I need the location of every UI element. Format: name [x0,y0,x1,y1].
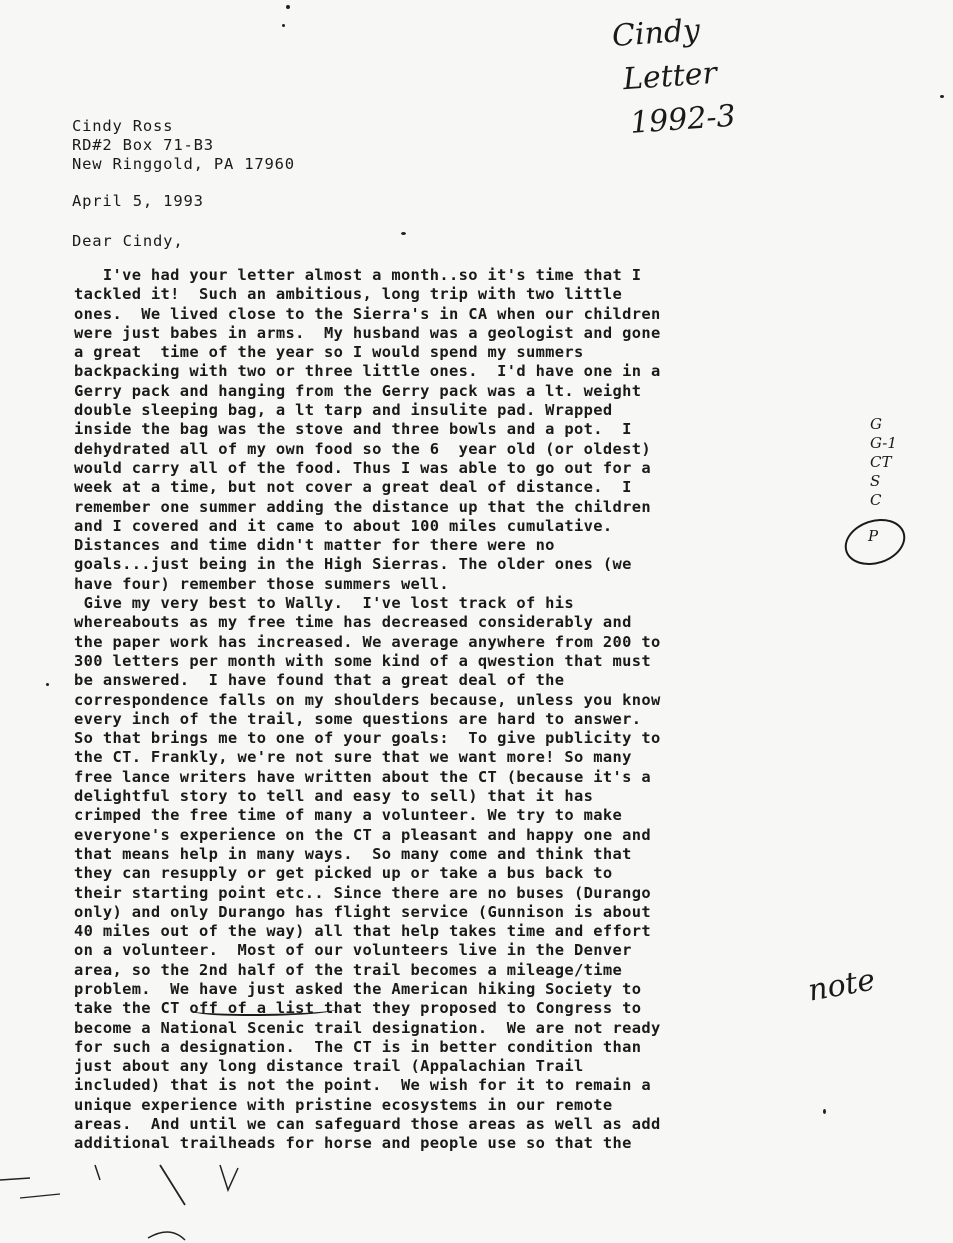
margin-note-line: CT [870,453,892,471]
body-line: a great time of the year so I would spend my summers [74,343,584,362]
body-line: would carry all of the food. Thus I was able to go out for a [74,458,651,477]
letter-body [74,266,814,1154]
body-line: inside the bag was the stove and three bowls and a pot. I [74,420,632,439]
body-line: I've had your letter almost a month..so it's time that I [74,266,642,284]
body-line: everyone's experience on the CT a pleasant and happy one and [74,825,651,844]
body-line: were just babes in arms. My husband was a geologist and gone [74,323,661,342]
body-line: area, so the 2nd half of the trail becomes a mileage/time [74,960,623,979]
body-line: the CT. Frankly, we're not sure that we want more! So many [74,748,632,767]
salutation: Dear Cindy, [72,232,184,250]
margin-note-line: S [870,472,881,490]
handwritten-side-note: note [805,962,878,1009]
handwritten-note-line: 1992-3 [628,98,737,141]
body-line: on a volunteer. Most of our volunteers live in the Denver [74,941,632,960]
ink-speck [823,1109,826,1114]
body-line: become a National Scenic trail designation. We are not ready [74,1018,661,1037]
body-line: problem. We have just asked the American hiking Society to [74,979,642,998]
body-line: every inch of the trail, some questions are hard to answer. [74,709,642,728]
body-line: dehydrated all of my own food so the 6 year old (or oldest) [74,439,651,458]
body-line: only) and only Durango has flight service (Gunnison is about [74,902,651,921]
body-line: included) that is not the point. We wish for it to remain a [74,1076,651,1095]
body-line: 40 miles out of the way) all that help takes time and effort [74,922,651,941]
body-line: free lance writers have written about the CT (because it's a [74,767,651,786]
sender-address-block [72,117,295,174]
body-line: correspondence falls on my shoulders because, unless you know [74,690,661,709]
body-line: delightful story to tell and easy to sell) that it has [74,787,594,806]
body-line: whereabouts as my free time has decreased considerably and [74,613,632,632]
body-line: So that brings me to one of your goals: To give publicity to [74,729,661,748]
body-line: goals...just being in the High Sierras. The older ones (we [74,555,632,574]
body-line: just about any long distance trail (Appalachian Trail [74,1057,584,1076]
body-line: tackled it! Such an ambitious, long trip with two little [74,285,623,304]
body-line: remember one summer adding the distance up that the children [74,497,651,516]
body-line: be answered. I have found that a great deal of the [74,671,565,690]
body-line: have four) remember those summers well. [74,574,450,593]
sender-address-line: RD#2 Box 71-B3 [72,136,214,154]
body-line: Gerry pack and hanging from the Gerry pack was a lt. weight [74,381,642,400]
body-line: additional trailheads for horse and people use so that the [74,1134,632,1153]
margin-note-line: G-1 [870,434,897,452]
scan-artifact-marks [0,1160,300,1243]
ink-speck [286,5,290,9]
body-line: they can resupply or get picked up or take a bus back to [74,864,613,883]
body-line: areas. And until we can safeguard those areas as well as add [74,1115,661,1134]
letter-date: April 5, 1993 [72,192,204,210]
handwritten-margin-notes [862,415,922,510]
ink-speck [401,232,406,235]
handwritten-header-note [611,5,760,146]
body-line: 300 letters per month with some kind of a qwestion that must [74,651,651,670]
handwritten-note-line: Letter [621,55,718,98]
body-line: unique experience with pristine ecosystems in our remote [74,1095,613,1114]
body-line: and I covered and it came to about 100 miles cumulative. [74,516,613,535]
body-line: that means help in many ways. So many come and think that [74,844,632,863]
ink-speck [940,95,944,98]
body-line: double sleeping bag, a lt tarp and insulite pad. Wrapped [74,401,613,420]
body-line: backpacking with two or three little ones. I'd have one in a [74,362,661,381]
handwritten-note-line: Cindy [610,12,702,54]
body-line: Distances and time didn't matter for there were no [74,536,555,555]
body-line: Give my very best to Wally. I've lost track of his [74,594,575,613]
ink-speck [282,24,285,27]
body-line: the paper work has increased. We average anywhere from 200 to [74,632,661,651]
margin-note-line: C [870,491,882,509]
sender-address-line: New Ringgold, PA 17960 [72,155,295,173]
body-line: ones. We lived close to the Sierra's in CA when our children [74,304,661,323]
margin-note-line: G [870,415,882,433]
body-line: take the CT off of a list that they proposed to Congress to [74,999,642,1018]
body-line: crimped the free time of many a volunteer. We try to make [74,806,623,825]
circled-margin-letter: P [868,527,879,545]
body-line: week at a time, but not cover a great deal of distance. I [74,478,632,497]
sender-name: Cindy Ross [72,117,174,135]
body-line: for such a designation. The CT is in better condition than [74,1037,642,1056]
body-line: their starting point etc.. Since there are no buses (Durango [74,883,651,902]
ink-speck [46,683,49,686]
